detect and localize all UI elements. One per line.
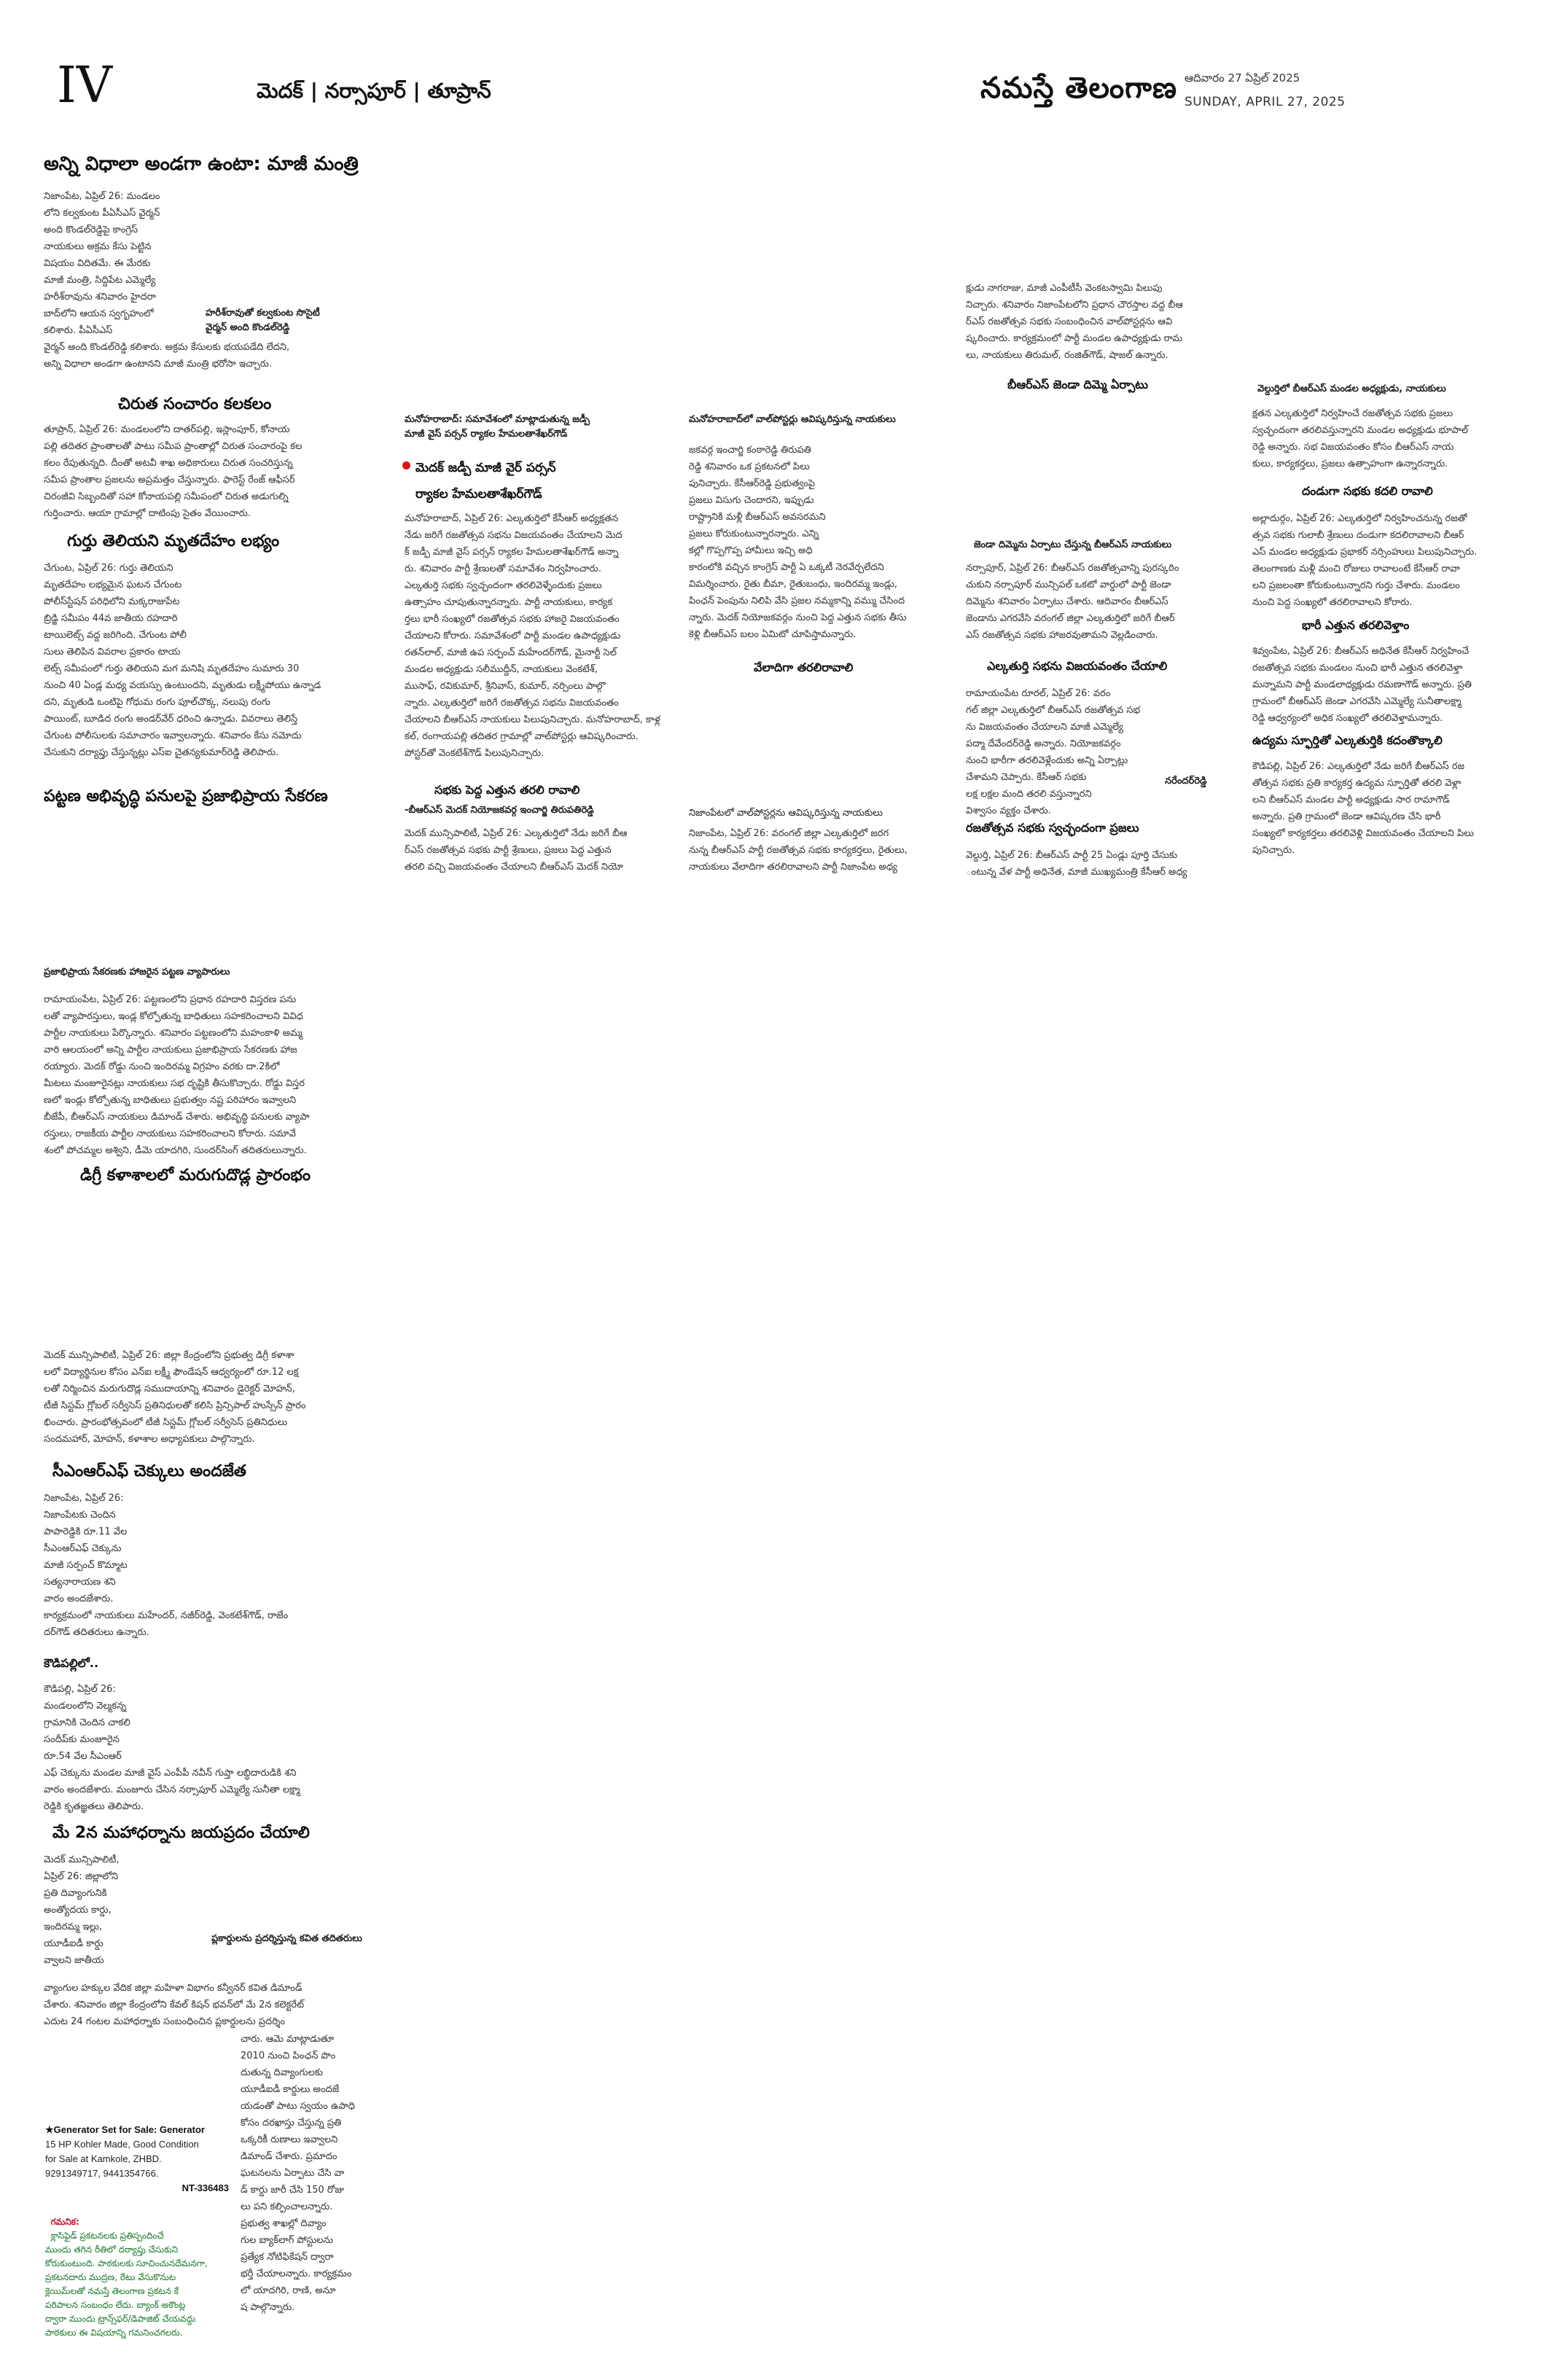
headline-town-development: పట్టణ అభివృద్ధి పనులపై ప్రజాభిప్రాయ సేకరణ [44, 787, 328, 805]
article-body-flag-pole: నర్సాపూర్, ఏప్రిల్ 26: బీఆర్‌ఎస్ రజతోత్సవాన్ని పురస్కరిం చుకుని నర్సాపూర్ మున్సిపల్ ఒకటో వార్డులో పార్టీ జెండా దిమ్మెను శనివారం ఏర్పాటు చేశారు. ఆదివారం బీఆర్‌ఎస్ జెండాను ఎగరవేసి వరంగల్ జిల్లా ఎల్కతుర్తిలో జరిగే బీఆర్ ఎస్ రజతోత్సవ సభకు హాజరవుతామని వెల్లడించారు. [966, 563, 1179, 641]
article-body-harish: నిజాంపేట, ఏప్రిల్ 26: మండలం లోని కల్వకుంట పీఏసీఎస్ వైర్మన్ అంది కొండల్‌రెడ్డిపై కాంగ్రెస్ నాయకులు అక్రమ కేసు పెట్టిన విషయం విదితమే. ఈ మేరకు మాజీ మంత్రి, సిద్దిపేట ఎమ్మెల్యే హరీశ్‌రావును శనివారం హైదరా బాద్‌లోని ఆయన స్వగృహంలో కలిశారు. పీఏసీఎస్ వైర్మన్ అంది కొండల్‌రెడ్డి కలిశారు. అక్రమ కేసులకు భయపడేది లేదని, అన్ని విధాలా అండగా ఉంటానని మాజీ మంత్రి భరోసా ఇచ్చారు. [44, 191, 290, 370]
caption-town-development: ప్రజాభిప్రాయ సేకరణకు హాజరైన పట్టణ వ్యాపారులు [44, 967, 230, 978]
headline-deadbody: గుర్తు తెలియని మృతదేహం లభ్యం [67, 532, 280, 550]
article-body-rajathotsava-prajalu: వెల్దుర్తి, ఏప్రిల్ 26: బీఆర్‌ఎస్ పార్టీ 25 ఏండ్లు పూర్తి చేసుకు ంటున్న వేళ పార్టీ అధినేత, మాజీ ముఖ్యమంత్రి కేసీఆర్ అధ్య [966, 850, 1187, 878]
article-body-veladiga: నిజాంపేట, ఏప్రిల్ 26: వరంగల్ జిల్లా ఎల్కతుర్తిలో జరగ నున్న బీఆర్‌ఎస్ పార్టీ రజతోత్సవ సభకు కార్యకర్తలు, రైతులు, నాయకులు వేలాదిగా తరలిరావాలని పార్టీ నిజాంపేట అధ్య [689, 828, 908, 873]
headline-bhari-ethuna: భారీ ఎత్తున తరలివెళ్తాం [1302, 618, 1410, 632]
article-body-mahadharna-narrow: మెదక్ మున్సిపాలిటీ, ఏప్రిల్ 26: జిల్లాలోని ప్రతి దివ్యాంగునికి అంత్యోదయ కార్డు, ఇందిరమ్మ ఇల్లు, యూడీఐడీ కార్డు వ్వాలని జాతీయ [44, 1854, 120, 1966]
headline-flag-pole: బీఆర్‌ఎస్ జెండా దిమ్మె ఏర్పాటు [1007, 378, 1149, 391]
caption-narender-reddy: నరేందర్‌రెడ్డి [1165, 776, 1207, 787]
classified-generator [45, 2123, 229, 2196]
headline-hemalatha: మెదక్ జడ్పీ మాజీ వైర్ పర్సన్ ర్యాకల హేమలతాశేఖర్‌గౌడ్ [415, 461, 556, 502]
article-body-danduga: అల్లాదుర్గం, ఏప్రిల్ 26: ఎల్కతుర్తిలో నిర్వహించనున్న రజతో త్సవ సభకు గులాబీ శ్రేణులు దండుగా కదలిరావాలని బీఆర్ ఎస్ మండల అధ్యక్షుడు ప్రభాకర్ నర్సింహులు పిలుపునిచ్చారు. తెలంగాణకు మళ్లీ మంచి రోజులు రావాలంటే కేసీఆర్ రావా లని ప్రజలంతా కోరుకుంటున్నారని గుర్తు చేశారు. మండలం నుంచి పెద్ద సంఖ్యలో తరలిరావాలని కోరారు. [1252, 513, 1478, 608]
article-body-veldurthi: క్షతన ఎల్కతుర్తిలో నిర్వహించే రజతోత్సవ సభకు ప్రజలు స్వచ్ఛందంగా తరలివస్తున్నారని మండల అధ్యక్షుడు భూపాల్ రెడ్డి అన్నారు. సభ విజయవంతం కోసం బీఆర్‌ఎస్ నాయ కులు, కార్యకర్తలు, ప్రజలు ఉత్సాహంగా ఉన్నారన్నారు. [1252, 408, 1469, 469]
article-body-leopard: తూప్రాన్, ఏప్రిల్ 26: మండలంలోని దాతర్‌పల్లి, ఇస్లాంపూర్, కోనాయ పల్లి తదితర ప్రాంతాలతో పాటు సమీప ప్రాంతాల్లో చిరుత సంచారంపై కల కలం రేపుతున్నది. దీంతో అటవీ శాఖ అధికారులు చిరుత సంచరిస్తున్న సమీప ప్రాంతాల ప్రజలను అప్రమత్తం చేస్తున్నారు. ఫారెస్ట్ రేంజ్ ఆఫీసర్ చిరంజీవి సిబ్బందితో సహా కోనాయపల్లి సమీపంలో చిరుత అడుగుల్ని గుర్తించారు. ఆయా గ్రామాల్లో దాటింపు సైతం వేయించారు. [44, 424, 303, 519]
caption-wallposters-manoharabad: మనోహరాబాద్‌లో వాల్‌పోస్టర్లు ఆవిష్కరిస్తున్న నాయకులు [689, 414, 896, 425]
headline-sabha-tharali: సభకు పెద్ద ఎత్తున తరలి రావాలి [434, 783, 580, 797]
article-body-udyama-spoorthi: కౌడిపల్లి, ఏప్రిల్ 26: ఎల్కతుర్తిలో నేడు జరిగే బీఆర్‌ఎస్ రజ తోత్సవ సభకు ప్రతి కార్యకర్త ఉద్యమ స్ఫూర్తితో తరలి వెళ్లా లని బీఆర్‌ఎస్ మండల పార్టీ అధ్యక్షుడు సార రామాగౌడ్ అన్నారు. ప్రతి గ్రామంలో జెండా ఆవిష్కరణ చేసి భారీ సంఖ్యలో కార్యకర్తలు తరలివెళ్లి విజయవంతం చేయాలని పిలు పునిచ్చారు. [1252, 761, 1474, 856]
page-number: IV [57, 57, 112, 114]
article-body-town-development: రామాయంపేట, ఏప్రిల్ 26: పట్టణంలోని ప్రధాన రహదారి విస్తరణ పను లతో వ్యాపారస్తులు, ఇండ్ల కోల్పోతున్న బాధితులు సహకరించాలని వివిధ పార్టీల నాయకులు పేర్కొన్నారు. శనివారం పట్టణంలోని మహంకాళి అమ్మ వారి ఆలయంలో అన్ని పార్టీల నాయకులు ప్రజాభిప్రాయ సేకరణకు హాజ రయ్యారు. మెదక్ రోడ్డు నుంచి ఇందిరమ్మ విగ్రహం వరకు దా.2కిలో మీటలు మంజూరైనట్లు నాయకులు సభ దృష్టికి తీసుకొచ్చారు. రోడ్డు విస్తర ణలో ఇండ్లు కోల్పోతున్న బాధితులు ప్రభుత్వం నష్ట పరిహారం ఇవ్వాలని బీజేపీ, బీఆర్‌ఎస్ నాయకులు డిమాండ్ చేశారు. అభివృద్ధి పనులకు వ్యాపా రస్తులు, రాజకీయ పార్టీల నాయకులు సహకరించాలని కోరారు. సమావే శంలో పోచమ్మల అశ్విని, డీమె యాదగిరి, సుందర్‌సింగ్ తదితరులున్నారు. [44, 994, 310, 1156]
article-body-bhari-ethuna: శివ్వంపేట, ఏప్రిల్ 26: బీఆర్‌ఎస్ అధినేత కేసీఆర్ నిర్వహించే రజతోత్సవ సభకు మండలం నుంచి భారీ ఎత్తున తరలివెళ్తా మన్నామని పార్టీ మండలాధ్యక్షుడు రమణాగౌడ్ అన్నారు. ప్రతి గ్రామంలో బీఆర్‌ఎస్ జెండా ఎగరవేసి ఎమ్మెల్యే సునీతాలక్ష్మా రెడ్డి ఆధ్వర్యంలో అధిక సంఖ్యలో తరలివెళ్తామన్నారు. [1252, 646, 1472, 724]
classified-disclaimer [45, 2201, 232, 2340]
article-body-nizampet-cont: క్షుడు నాగరాజు, మాజీ ఎంపీటీసీ వెంకటస్వామి పిలుపు నిచ్చారు. శనివారం నిజాంపేటలోని ప్రధాన చౌరస్తాల వద్ద బీఆ ర్‌ఎస్ రజతోత్సవ సభకు సంబంధించిన వాల్‌పోస్టర్లను ఆవి ష్కరించారు. కార్యక్రమంలో పార్టీ మండల ఉపాధ్యక్షుడు రామ లు, నాయకులు తిరుమల్, రంజిత్‌గౌడ్, షాజల్ ఉన్నారు. [966, 283, 1183, 361]
date-telugu: ఆదివారం 27 ఏప్రిల్ 2025 [1185, 71, 1300, 85]
disclaimer-body: క్లాసిఫైడ్ ప్రకటనలకు ప్రతిస్పందించే ముందు తగిన రీతిలో దర్యాప్తు చేసుకుని కోరుకుంటుంది. పాఠకులకు సూచించునదేమనగా, ప్రకటనదారు ముద్రణ, రేటు వేసుకొనుట క్లెయిమ్‌లతో నమస్తే తెలంగాణ ప్రకటన కే పరిపాలన సంబంధం లేదు. బ్యాంక్ అకౌంట్ల ద్వారా ముందు ట్రాన్స్‌ఫర్/డిపాజిట్ చేయవద్దు పాఠకులు ఈ విషయాన్ని గమనించగలరు. [45, 2231, 208, 2338]
headline-veladiga: వేలాదిగా తరలిరావాలి [754, 660, 854, 674]
generator-ad-code: NT-336483 [182, 2182, 229, 2193]
headline-harish: అన్ని విధాలా అండగా ఉంటా: మాజీ మంత్రి [44, 153, 359, 175]
caption-wallposters-nizampet: నిజాంపేటలో వాల్‌పోస్టర్లను ఆవిష్కరిస్తున్న నాయకులు [689, 808, 883, 819]
headline-mahadharna: మే 2న మహాధర్నాను జయప్రదం చేయాలి [52, 1824, 310, 1842]
red-bullet-icon [402, 461, 410, 469]
subheadline-tirupathi-reddy: -బీఆర్‌ఎస్ మెదక్ నియోజకవర్గ ఇంచార్జి తిరుపతిరెడ్డి [405, 805, 594, 816]
headline-rajathotsava-prajalu: రజతోత్సవ సభకు స్వచ్ఛందంగా ప్రజలు [966, 821, 1139, 835]
generator-ad-body: 15 HP Kohler Made, Good Condition for Sale at Kamkole, ZHBD. 9291349717, 9441354766. [45, 2139, 199, 2179]
article-body-sabha-tharali: మెదక్ మున్సిపాలిటీ, ఏప్రిల్ 26: ఎల్కతుర్తిలో నేడు జరిగే బీఆ ర్‌ఎస్ రజతోత్సవ సభకు పార్టీ శ్రేణులు, ప్రజలు పెద్ద ఎత్తున తరలి వచ్చి విజయవంతం చేయాలని బీఆర్‌ఎస్ మెదక్ నియో [405, 828, 628, 873]
masthead: నమస్తే తెలంగాణ [980, 71, 1178, 105]
caption-flag-pole: జెండా దిమ్మెను ఏర్పాటు చేస్తున్న బీఆర్‌ఎస్ నాయకులు [974, 539, 1172, 550]
headline-degree-college: డిగ్రీ కళాశాలలో మరుగుదొడ్ల ప్రారంభం [80, 1166, 311, 1185]
article-body-degree-college: మెదక్ మున్సిపాలిటీ, ఏప్రిల్ 26: జిల్లా కేంద్రంలోని ప్రభుత్వ డిగ్రీ కళాశా లలో విద్యార్థినుల కోసం ఎన్ఐ లక్ష్మీ ఫౌండేషన్ ఆధ్వర్యంలో రూ.12 లక్ష లతో నిర్మించిన మరుగుదొడ్ల సముదాయాన్ని శనివారం డైరెక్టర్ మోహన్, టీజీ సిస్టమ్ గ్లోబల్ సర్వీసెస్ ప్రతినిధులతో కలిసి ప్రిన్సిపాల్ హుస్సేన్ ప్రారం భించారు. ప్రారంభోత్సవంలో టీజీ సిస్టమ్ గ్లోబల్ సర్వీసెస్ ప్రతినిధులు సందమహార్, మోహన్, కళాశాల అధ్యాపకులు పాల్గొన్నారు. [44, 1350, 306, 1445]
date-english: SUNDAY, APRIL 27, 2025 [1185, 95, 1346, 109]
generator-ad-title: ★Generator Set for Sale: Generator [45, 2124, 205, 2135]
caption-harish: హరీశ్‌రావుతో కల్వకుంట సొసైటీ వైర్మన్ అంది కొండల్‌రెడ్డి [206, 308, 320, 333]
headline-cmrf: సీఎంఆర్‌ఎఫ్ చెక్కులు అందజేత [52, 1462, 246, 1480]
article-body-cmrf: నిజాంపేట, ఏప్రిల్ 26: నిజాంపేటకు చెందిన పాపారెడ్డికి రూ.11 వేల సీఎంఆర్‌ఎఫ్ చెక్కును మాజీ సర్పంచ్ కొమ్మాట సత్యనారాయణ శని వారం అందజేశారు. కార్యక్రమంలో నాయకులు మహేందర్, నజీర్‌రెడ్డి, వెంకటేశ్‌గౌడ్, రాజేం దర్‌గౌడ్ తదితరులు ఉన్నారు. [44, 1493, 289, 1638]
headline-leopard: చిరుత సంచారం కలకలం [118, 395, 272, 413]
caption-mahadharna: ప్లకార్డులను ప్రదర్శిస్తున్న కవిత తదితరులు [211, 1933, 362, 1944]
article-body-hemalatha: మనోహరాబాద్, ఏప్రిల్ 26: ఎల్కతుర్తిలో కేసీఆర్ అధ్యక్షతన నేడు జరిగే రజతోత్సవ సభను విజయవంతం చేయాలని మెద క్ జడ్పీ మాజీ వైస్ పర్సన్ ర్యాకల హేమలతాశేఖర్‌గౌడ్ అన్నా రు. శనివారం పార్టీ శ్రేణులతో సమావేశం నిర్వహించారు. ఎల్కతుర్తి సభకు స్వచ్ఛందంగా తరలివెళ్ళేందుకు ప్రజలు ఉత్సాహం చూపుతున్నారన్నారు. పార్టీ నాయకులు, కార్యక ర్తలు భారీ సంఖ్యలో రజతోత్సవ సభకు హాజరై విజయవంతం చేయాలని కోరారు. సమావేశంలో పార్టీ మండల ఉపాధ్యక్షుడు రతన్‌లాల్, మాజీ ఉప సర్పంచ్ మహేందర్‌గౌడ్, మైనార్టీ సెల్ మండల అధ్యక్షుడు సలీముద్దీన్, నాయకులు వెంకటేశ్, ముసాఫ్, రవికుమార్, శ్రీనివాస్, కుమార్, నర్సింలు పాల్గొ న్నారు. ఎల్కతుర్తిలో జరిగే రజతోత్సవ సభను విజయవంతం చేయాలని బీఆర్‌ఎస్ నాయకులు పిలుపునిచ్చారు. మనోహరాబాద్, కాళ్ల కల్, రంగాయపల్లి తదితర గ్రామాల్లో వాల్‌పోస్టర్లు ఆవిష్కరించారు. పోస్టర్‌తో వెంకటేశ్‌గౌడ్ పిలుపునిచ్చారు. [405, 513, 660, 759]
headline-udyama-spoorthi: ఉద్యమ స్ఫూర్తితో ఎల్కతుర్తికి కదంతొక్కాలి [1252, 733, 1443, 747]
headline-elkathurthi-success: ఎల్కతుర్తి సభను విజయవంతం చేయాలి [987, 659, 1168, 673]
article-body-tirupathi-cont: జకవర్గ ఇంచార్జి కంఠారెడ్డి తిరుపతి రెడ్డి శనివారం ఒక ప్రకటనలో పిలు పునిచ్చారు. కేసీఆర్‌రెడ్డి ప్రభుత్వంపై ప్రజలు విసుగు చెందారని, ఇప్పుడు రాష్ట్రానికి మళ్లీ బీఆర్‌ఎస్ అవసరమని ప్రజలు కోరుకుంటున్నారన్నారు. ఎన్ని కల్లో గొప్పగొప్ప హామీలు ఇచ్చి అధి కారంలోకి వచ్చిన కాంగ్రెస్ పార్టీ ఏ ఒక్కటీ నెరవేర్చలేదని విమర్శించారు. రైతు బీమా, రైతుబంధు, ఇందిరమ్మ ఇండ్లు, పింఛన్ పెంపును నిలిపి వేసి ప్రజల నమ్మకాన్ని వమ్ము చేసింద న్నారు. మెదక్ నియోజకవర్గం నుంచి పెద్ద ఎత్తున సభకు తీసు కెళ్లి బీఆర్‌ఎస్ బలం ఏమిటో చూపిస్తామన్నారు. [689, 445, 907, 640]
article-body-elkathurthi-success: రామాయంపేట రూరల్, ఏప్రిల్ 26: వరం గల్ జిల్లా ఎల్కతుర్తిలో బీఆర్‌ఎస్ రజతోత్సవ సభ ను విజయవంతం చేయాలని మాజీ ఎమ్మెల్యే పద్మా దేవేందర్‌రెడ్డి అన్నారు. నియోజకవర్గం నుంచి భారీగా తరలివెళ్లేందుకు అన్ని ఏర్పాట్లు చేశామని చెప్పారు. కేసీఆర్ సభకు లక్ష లక్షల మంది తరలి వస్తున్నారని విశ్వాసం వ్యక్తం చేశారు. [966, 688, 1141, 816]
caption-veldurthi: వెల్దుర్తిలో బీఆర్‌ఎస్ మండల అధ్యక్షుడు, నాయకులు [1257, 383, 1446, 394]
caption-manoharabad-meeting: మనోహరాబాద్: సమావేశంలో మాట్లాడుతున్న జడ్పీ మాజీ వైస్ పర్సన్ ర్యాకల హేమలతాశేఖర్‌గౌడ్ [405, 414, 590, 440]
disclaimer-label: గమనిక: [50, 2217, 79, 2227]
article-body-deadbody: చేగుంట, ఏప్రిల్ 26: గుర్తు తెలియని మృతదేహం లభ్యమైన ఘటన చేగుంట పోలీస్‌స్టేషన్ పరిధిలోని మక్కరాజుపేట బ్రిడ్జి సమీపం 44వ జాతీయ రహదారి టాయిలెట్స్ వద్ద జరిగింది. చేగుంట పోలీ సులు తెలిపిన వివరాల ప్రకారం టాయ లెట్స్ సమీపంలో గుర్తు తెలియని మగ మనిషి మృతదేహం సుమారు 30 నుంచి 40 ఏండ్ల మధ్య వయస్సు ఉంటుందని, మృతుడు లక్ష్మీపోయు ఉన్నాడ దని, మృతుడి ఒంటిపై గోధుమ రంగు పూల్‌చొక్క, నలుపు రంగు పాయింట్, బూడిద రంగు అండర్‌వేర్ ధరించి ఉన్నాడు. వివరాలు తెలిస్తే చేగుంట పోలీసులకు సమాచారం ఇవ్వాలన్నారు. శనివారం కేసు నమోదు చేసుకుని దర్యాప్తు చేస్తున్నట్లు ఎస్‌ఐ చైతన్యకుమార్‌రెడ్డి తెలిపారు. [44, 563, 321, 758]
article-body-mahadharna-wide: వ్యాంగుల హక్కుల వేదిక జిల్లా మహిళా విభాగం కన్వీనర్ కవిత డిమాండ్ చేశారు. శనివారం జిల్లా కేంద్రంలోని కేవల్ కిషన్ భవన్‌లో మే 2న కలెక్టరేట్ ఎదుట 24 గంటల మహాధర్నాకు సంబంధించిన ప్లకార్డులను ప్రదర్శిం [44, 1983, 305, 2027]
headline-kowdipally: కౌడిపల్లిలో.. [44, 1656, 99, 1670]
article-body-kowdipally: కౌడిపల్లి, ఏప్రిల్ 26: మండలంలోని వెల్మకన్న గ్రామానికి చెందిన చాకలి సందీప్‌కు మంజూరైన రూ.54 వేల సీఎంఆర్ ఎఫ్ చెక్కును మండల మాజీ వైస్ ఎంపీపీ నవీన్ గుప్తా లబ్ధిదారుడికి శని వారం అందజేశారు. మంజూరు చేసిన నర్సాపూర్ ఎమ్మెల్యే సునీతా లక్ష్మా రెడ్డికి కృతజ్ఞతలు తెలిపారు. [44, 1684, 300, 1812]
headline-danduga: దండుగా సభకు కదలి రావాలి [1302, 484, 1433, 498]
edition-labels: మెదక్ | నర్సాపూర్ | తూప్రాన్ [257, 79, 491, 103]
article-body-mahadharna-right: చారు. ఆమె మాట్లాడుతూ 2010 నుంచి పింఛన్ పొం దుతున్న దివ్యాంగులకు యూడీఐడీ కార్డులు అందజే యడంతో పాటు స్వయం ఉపాధి కోసం దరఖాస్తు చేస్తున్న ప్రతి ఒక్కరికీ రుణాలు ఇవ్వాలని డిమాండ్ చేశారు. ప్రమాదం ఘటనలను ఏర్పాటు చేసి వా డ్ కార్డు జారీ చేసి 150 రోజు లు పని కల్పించాలన్నారు. ప్రభుత్వ శాఖల్లో దివ్యాం గుల బ్యాక్‌లాగ్ పోస్టులను ప్రత్యేక నోటిఫికేషన్ ద్వారా భర్తీ చేయాలన్నారు. కార్యక్రమం లో యాదగిరి, రాణి, అనూ ష పాల్గొన్నారు. [241, 2034, 355, 2313]
